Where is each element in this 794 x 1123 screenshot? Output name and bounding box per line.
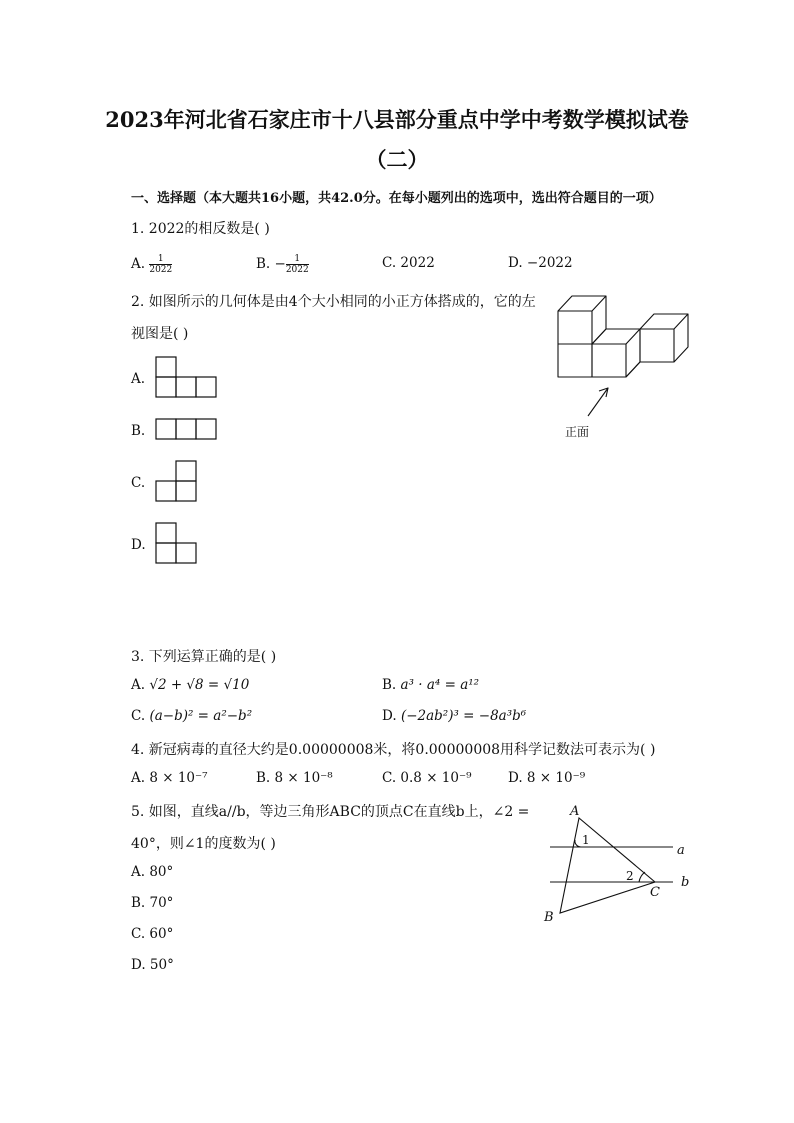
q5-vertex-a-label: A	[570, 804, 580, 819]
q5-triangle-figure	[540, 800, 700, 925]
q3-stem: 3. 下列运算正确的是( )	[131, 649, 277, 665]
q1-option-d: D. −2022	[508, 255, 573, 271]
q5-stem-line1: 5. 如图，直线a//b，等边三角形ABC的顶点C在直线b上，∠2 =	[131, 804, 530, 820]
q1-b-den: 2022	[285, 265, 309, 275]
q3-c-expression: (a−b)² = a²−b²	[149, 708, 253, 724]
q1-option-c: C. 2022	[382, 255, 435, 271]
q1-a-fraction	[149, 254, 172, 275]
q5-option-d: D. 50°	[131, 957, 174, 973]
q2-option-d-label: D.	[131, 537, 146, 553]
q3-c-label: C.	[131, 708, 146, 724]
q2-option-a-figure	[155, 356, 219, 399]
q4-option-d: D. 8 × 10⁻⁹	[508, 770, 586, 786]
q2-stem-line2: 视图是( )	[131, 326, 189, 342]
q2-front-label: 正面	[565, 425, 590, 439]
q3-b-expression: a³ · a⁴ = a¹²	[400, 677, 480, 693]
q2-option-b-figure	[155, 418, 219, 441]
q1-a-den: 2022	[149, 265, 173, 275]
q2-option-c-label: C.	[131, 475, 146, 491]
q3-option-d	[382, 708, 526, 724]
q1-a-label: A.	[131, 256, 146, 272]
exam-title-subtitle: （二）	[365, 147, 429, 172]
q4-option-b: B. 8 × 10⁻⁸	[256, 770, 333, 786]
q1-b-sign: −	[274, 256, 286, 272]
q3-option-b	[382, 677, 479, 693]
q1-option-a	[131, 254, 172, 275]
q3-d-expression: (−2ab²)³ = −8a³b⁶	[400, 708, 527, 724]
q5-line-a-label: a	[677, 843, 685, 858]
q5-stem-line2: 40°，则∠1的度数为( )	[131, 836, 276, 852]
q5-option-c: C. 60°	[131, 926, 174, 942]
q1-b-fraction	[286, 254, 309, 275]
q2-option-c-figure	[155, 460, 199, 503]
q3-option-a	[131, 677, 249, 693]
q4-option-c: C. 0.8 × 10⁻⁹	[382, 770, 472, 786]
q3-d-label: D.	[382, 708, 397, 724]
q3-b-label: B.	[382, 677, 397, 693]
q1-a-num: 1	[149, 254, 172, 265]
q1-b-label: B.	[256, 256, 271, 272]
q5-line-b-label: b	[681, 875, 690, 890]
q5-option-a: A. 80°	[131, 864, 174, 880]
q5-angle-2-label: 2	[626, 869, 634, 883]
q2-option-b-label: B.	[131, 423, 146, 439]
section-heading: 一、选择题（本大题共16小题，共42.0分。在每小题列出的选项中，选出符合题目的一项）	[131, 191, 662, 206]
q3-a-label: A.	[131, 677, 146, 693]
q2-option-a-label: A.	[131, 371, 146, 387]
q5-vertex-c-label: C	[650, 885, 660, 900]
q2-cube-solid-figure	[555, 293, 695, 443]
q1-stem: 1. 2022的相反数是( )	[131, 221, 270, 237]
q3-a-expression: √2 + √8 = √10	[149, 677, 250, 693]
q5-option-b: B. 70°	[131, 895, 174, 911]
q2-option-d-figure	[155, 522, 199, 565]
q1-b-num: 1	[286, 254, 309, 265]
q5-vertex-b-label: B	[544, 910, 554, 925]
q5-angle-1-label: 1	[582, 833, 590, 847]
q3-option-c	[131, 708, 252, 724]
q1-option-b	[256, 254, 309, 275]
q4-option-a: A. 8 × 10⁻⁷	[131, 770, 208, 786]
q2-stem-line1: 2. 如图所示的几何体是由4个大小相同的小正方体搭成的，它的左	[131, 294, 536, 310]
q4-stem: 4. 新冠病毒的直径大约是0.00000008米，将0.00000008用科学记数法可表示为( )	[131, 742, 656, 758]
exam-title: 2023年河北省石家庄市十八县部分重点中学中考数学模拟试卷	[105, 107, 689, 132]
